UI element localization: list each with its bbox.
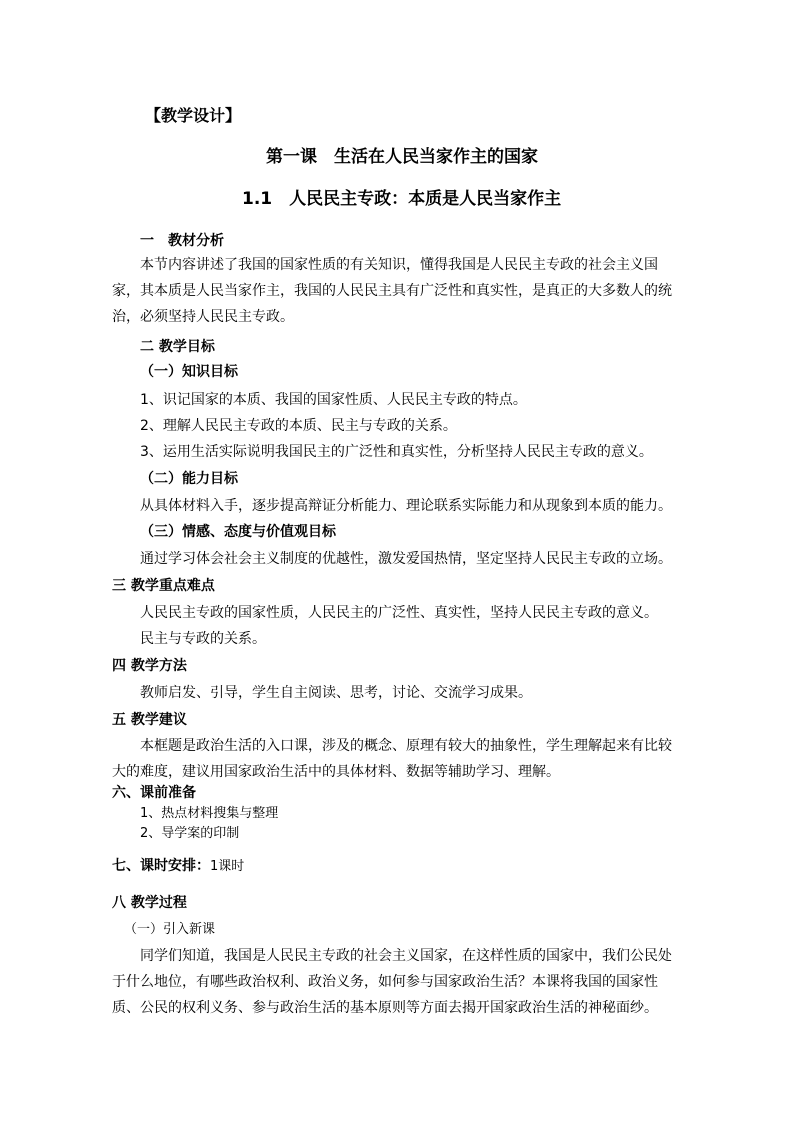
knowledge-goal-heading: （一）知识目标 bbox=[140, 364, 238, 380]
section-heading-1: 一 教材分析 bbox=[140, 233, 224, 249]
knowledge-goal-item: 3、运用生活实际说明我国民主的广泛性和真实性，分析坚持人民民主专政的意义。 bbox=[140, 444, 653, 460]
knowledge-goal-item: 1、识记国家的本质、我国的国家性质、人民民主专政的特点。 bbox=[140, 392, 527, 408]
prep-item: 2、导学案的印制 bbox=[140, 826, 240, 841]
emotion-goal-heading: （三）情感、态度与价值观目标 bbox=[140, 524, 336, 540]
ability-goal-text: 从具体材料入手，逐步提高辩证分析能力、理论联系实际能力和从现象到本质的能力。 bbox=[140, 498, 672, 514]
ability-goal-heading: （二）能力目标 bbox=[140, 471, 238, 487]
section-heading-3: 三 教学重点难点 bbox=[112, 578, 215, 594]
schedule-value: 1课时 bbox=[210, 859, 245, 874]
key-point-line: 人民民主专政的国家性质，人民民主的广泛性、真实性，坚持人民民主专政的意义。 bbox=[140, 605, 658, 621]
emotion-goal-text: 通过学习体会社会主义制度的优越性，激发爱国热情，坚定坚持人民民主专政的立场。 bbox=[140, 551, 672, 567]
schedule-row bbox=[112, 857, 244, 876]
section-heading-7: 七、课时安排： bbox=[112, 858, 210, 874]
section-heading-4: 四 教学方法 bbox=[112, 658, 187, 674]
section-heading-2: 二 教学目标 bbox=[140, 339, 215, 355]
section-title: 1.1 人民民主专政：本质是人民当家作主 bbox=[242, 189, 562, 209]
method-text: 教师启发、引导，学生自主阅读、思考，讨论、交流学习成果。 bbox=[140, 685, 532, 701]
section-heading-5: 五 教学建议 bbox=[112, 712, 187, 728]
suggestion-paragraph: 本框题是政治生活的入口课，涉及的概念、原理有较大的抽象性，学生理解起来有比较大的难度，建议用国家政治生活中的具体材料、数据等辅助学习、理解。 bbox=[112, 738, 672, 780]
process-paragraph: 同学们知道，我国是人民民主专政的社会主义国家，在这样性质的国家中，我们公民处于什么地位，有哪些政治权利、政治义务，如何参与国家政治生活？本课将我国的国家性质、公民的权利义务、参与政治生活的基本原则等方面去揭开国家政治生活的神秘面纱。 bbox=[112, 948, 672, 1016]
section-heading-6: 六、课前准备 bbox=[112, 785, 196, 801]
process-sub-heading: （一）引入新课 bbox=[124, 922, 216, 937]
key-point-line: 民主与专政的关系。 bbox=[140, 631, 266, 647]
prep-item: 1、热点材料搜集与整理 bbox=[140, 806, 279, 821]
lesson-title: 第一课 生活在人民当家作主的国家 bbox=[266, 147, 538, 167]
knowledge-goal-item: 2、理解人民民主专政的本质、民主与专政的关系。 bbox=[140, 418, 457, 434]
section-heading-8: 八 教学过程 bbox=[112, 895, 187, 911]
design-label: 【教学设计】 bbox=[145, 106, 242, 125]
section-1-paragraph: 本节内容讲述了我国的国家性质的有关知识，懂得我国是人民民主专政的社会主义国家，其本质是人民当家作主，我国的人民民主具有广泛性和真实性，是真正的大多数人的统治，必须坚持人民民主专政。 bbox=[112, 257, 672, 325]
